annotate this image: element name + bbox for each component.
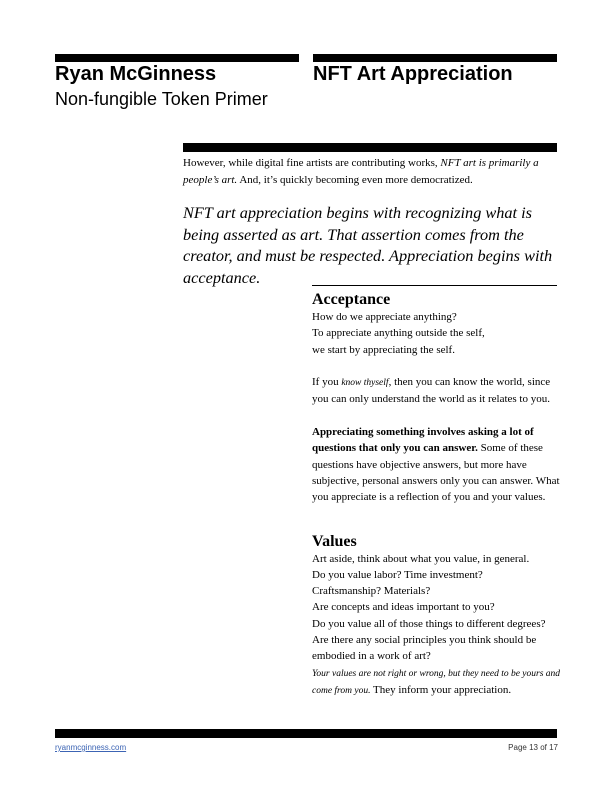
header-rule-left [55,54,299,62]
intro-italic: NFT art is primarily a people’s art. [183,157,539,186]
acceptance-paragraph-2 [312,374,562,408]
spacer [312,506,562,532]
page-number: Page 13 of 17 [508,743,558,752]
acceptance-line: we start by appreciating the self. [312,343,455,356]
section-rule [183,143,557,152]
values-last-paragraph [312,665,562,700]
italic-text: know thyself [341,378,389,389]
intro-text-end: And, it’s quickly becoming even more democratized. [237,174,473,186]
text: If you [312,376,342,389]
text: , then you can know the world, since you can only understand the world as it relates to you. [312,376,551,406]
italic-text: Your values are not right or wrong, but they need to be yours and come from you. [312,668,561,696]
header-rule-right [313,54,557,62]
values-line: Do you value labor? Time investment? [312,568,483,581]
text: They inform your appreciation. [370,683,512,696]
values-line: Art aside, think about what you value, in general. [312,552,530,565]
acceptance-line: To appreciate anything outside the self, [312,327,485,340]
acceptance-paragraph-3 [312,424,562,505]
acceptance-line: How do we appreciate anything? [312,311,457,323]
values-line: Are concepts and ideas important to you? [312,601,495,614]
website-link[interactable]: ryanmcginness.com [55,743,127,752]
intro-paragraph [183,155,563,189]
values-line: Do you value all of those things to different degrees? Are there any social principles you think should be embodied in a work of art? [312,617,546,663]
document-subtitle: Non-fungible Token Primer [55,89,268,109]
spacer [312,408,562,424]
values-line: Craftsmanship? Materials? [312,585,431,598]
intro-text: However, while digital fine artists are contributing works, [183,157,441,169]
column-rule [312,285,557,286]
pull-quote: NFT art appreciation begins with recognizing what is being asserted as art. That assertion comes from the creator, and must be respected. Appreciation begins with acceptance. [183,203,553,287]
body-column [312,290,562,699]
footer-rule [55,729,557,738]
bold-text: Appreciating something involves asking a lot of questions that only you can answer. [312,426,534,455]
text: Some of these questions have objective answers, but more have subjective, personal answers only you can answer. What you appreciate is a reflection of you and your values. [312,442,560,504]
acceptance-heading: Acceptance [312,291,391,308]
spacer [312,358,562,374]
values-heading: Values [312,532,357,550]
author-name: Ryan McGinness [55,63,217,85]
page-title: NFT Art Appreciation [313,63,513,85]
